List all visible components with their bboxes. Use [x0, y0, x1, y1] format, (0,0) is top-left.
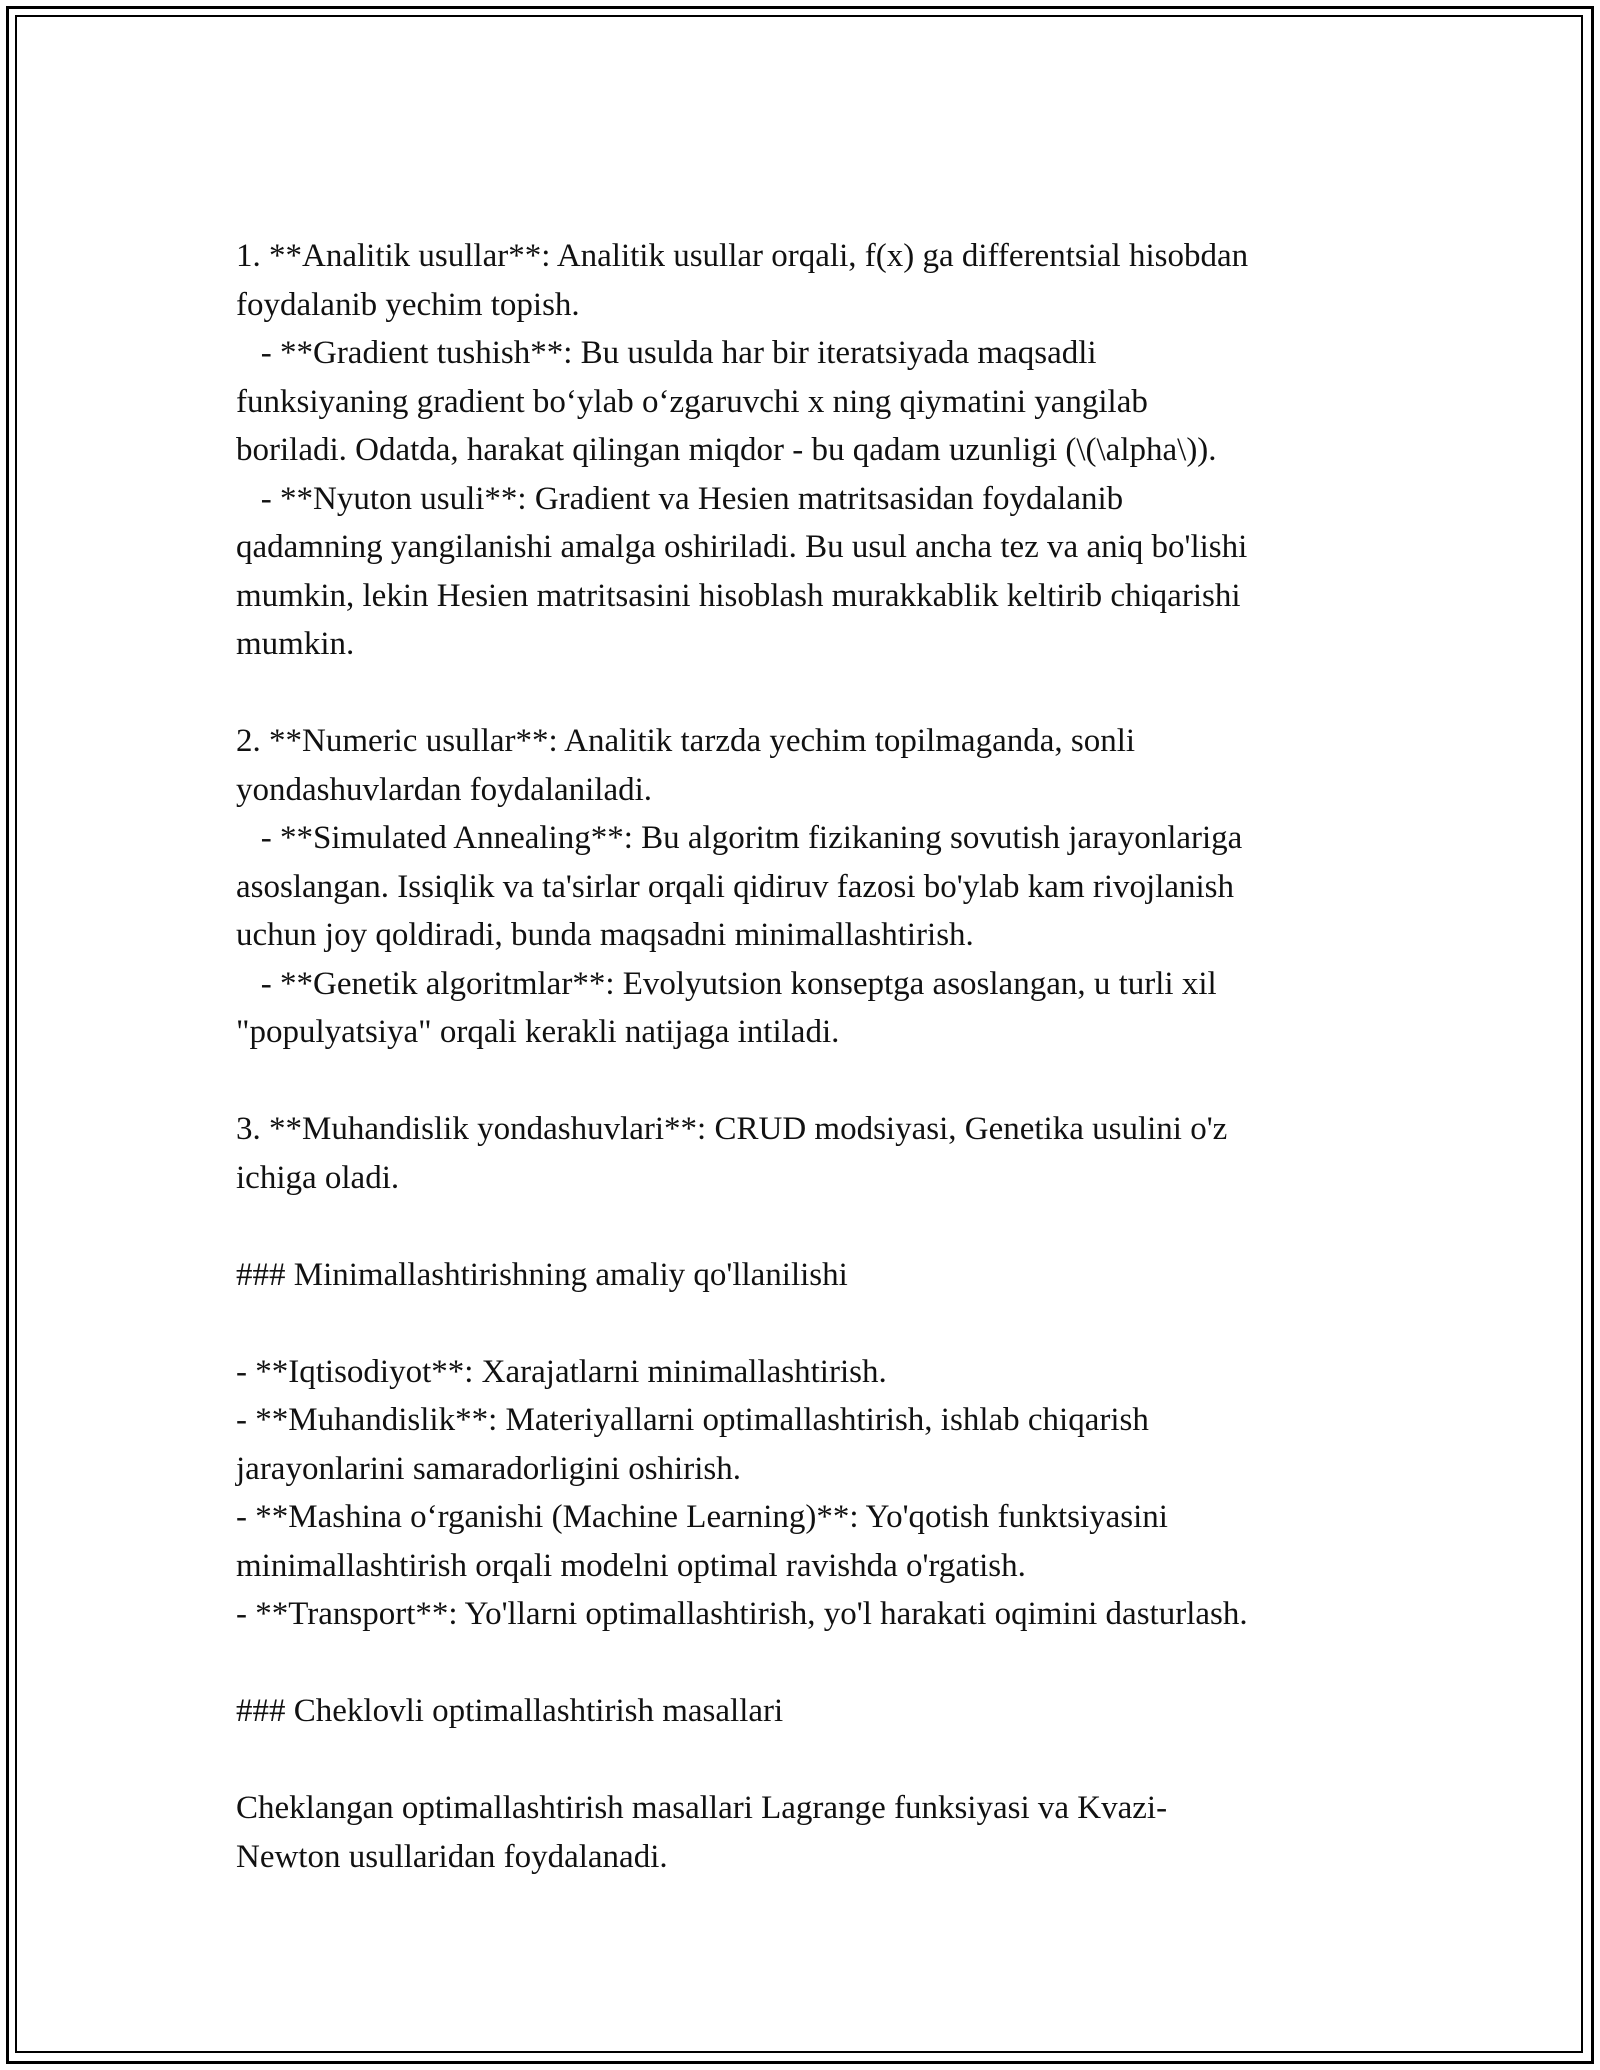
text-line: jarayonlarini samaradorligini oshirish. [236, 1450, 741, 1487]
list-item: - **Muhandislik**: Materiyallarni optimallashtirish, ishlab chiqarish [236, 1402, 1149, 1438]
text-line: Cheklangan optimallashtirish masallari Lagrange funksiyasi va Kvazi- [236, 1790, 1168, 1826]
text-line: 2. **Numeric usullar**: Analitik tarzda yechim topilmaganda, sonli [236, 723, 1136, 759]
text-line: - **Nyuton usuli**: Gradient va Hesien matritsasidan foydalanib [236, 480, 1124, 517]
blank-line [236, 1202, 1366, 1251]
text-line: mumkin. [236, 626, 355, 662]
text-line: minimallashtirish orqali modelni optimal ravishda o'rgatish. [236, 1547, 1026, 1584]
section-heading: ### Cheklovli optimallashtirish masallari [236, 1693, 784, 1729]
text-line: boriladi. Odatda, harakat qilingan miqdor - bu qadam uzunligi (\(\alpha\)). [236, 432, 1217, 468]
list-item: - **Iqtisodiyot**: Xarajatlarni minimallashtirish. [236, 1353, 887, 1390]
blank-line [236, 1299, 1366, 1348]
text-line: mumkin, lekin Hesien matritsasini hisoblash murakkablik keltirib chiqarishi [236, 577, 1241, 614]
blank-line [236, 1736, 1366, 1785]
text-line: "populyatsiya" orqali kerakli natijaga intiladi. [236, 1014, 840, 1050]
text-line: - **Genetik algoritmlar**: Evolyutsion konseptga asoslangan, u turli xil [236, 965, 1217, 1002]
list-item: - **Mashina o‘rganishi (Machine Learning)**: Yo'qotish funktsiyasini [236, 1499, 1168, 1535]
text-line: qadamning yangilanishi amalga oshiriladi. Bu usul ancha tez va aniq bo'lishi [236, 529, 1248, 565]
text-line: foydalanib yechim topish. [236, 286, 580, 323]
document-body [236, 232, 1366, 1881]
text-line: 3. **Muhandislik yondashuvlari**: CRUD modsiyasi, Genetika usulini o'z [236, 1111, 1228, 1147]
section-heading: ### Minimallashtirishning amaliy qo'llanilishi [236, 1256, 848, 1293]
blank-line [236, 1057, 1366, 1106]
text-line: yondashuvlardan foydalaniladi. [236, 771, 653, 808]
text-line: funksiyaning gradient bo‘ylab o‘zgaruvchi x ning qiymatini yangilab [236, 383, 1148, 420]
text-line: uchun joy qoldiradi, bunda maqsadni minimallashtirish. [236, 917, 974, 953]
text-line: ichiga oladi. [236, 1159, 400, 1196]
text-line: 1. **Analitik usullar**: Analitik usullar orqali, f(x) ga differentsial hisobdan [236, 238, 1249, 274]
text-line: - **Gradient tushish**: Bu usulda har bir iteratsiyada maqsadli [236, 335, 1097, 371]
blank-line [236, 669, 1366, 718]
list-item: - **Transport**: Yo'llarni optimallashtirish, yo'l harakati oqimini dasturlash. [236, 1596, 1248, 1632]
text-line: Newton usullaridan foydalanadi. [236, 1838, 668, 1875]
text-line: asoslangan. Issiqlik va ta'sirlar orqali qidiruv fazosi bo'ylab kam rivojlanish [236, 868, 1235, 905]
blank-line [236, 1639, 1366, 1688]
text-line: - **Simulated Annealing**: Bu algoritm fizikaning sovutish jarayonlariga [236, 820, 1243, 856]
